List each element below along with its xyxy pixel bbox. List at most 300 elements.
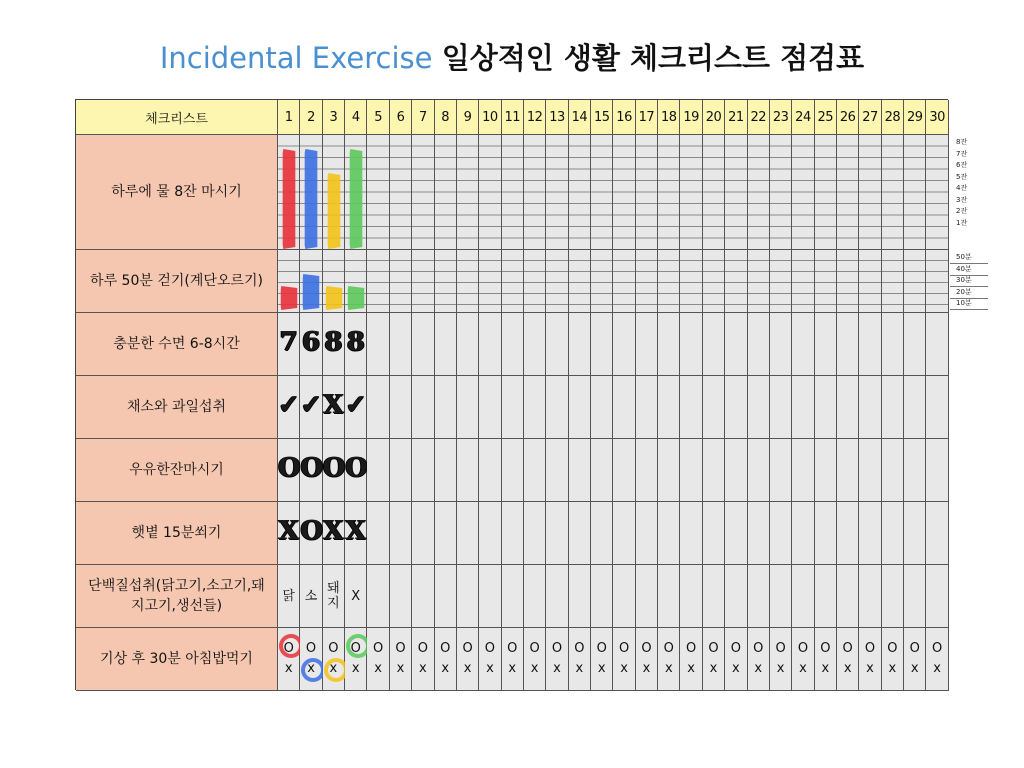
row-label: 하루 50분 걷기(계단오르기): [76, 250, 278, 313]
protein-entry: 닭: [282, 588, 295, 604]
day-cell[interactable]: [926, 376, 948, 439]
walk-scale-label: 40분: [956, 264, 972, 273]
day-cell[interactable]: [748, 565, 770, 628]
day-cell[interactable]: [703, 628, 725, 691]
day-cell[interactable]: [300, 502, 322, 565]
day-cell[interactable]: [837, 628, 859, 691]
day-cell[interactable]: [502, 502, 524, 565]
day-cell[interactable]: [815, 313, 837, 376]
day-cell[interactable]: [300, 250, 322, 313]
day-cell[interactable]: [390, 439, 412, 502]
day-cell[interactable]: [345, 565, 367, 628]
day-cell[interactable]: [367, 313, 389, 376]
day-cell[interactable]: [636, 439, 658, 502]
day-header: 12: [524, 100, 546, 135]
day-cell[interactable]: [882, 313, 904, 376]
day-cell[interactable]: [904, 439, 926, 502]
day-cell[interactable]: [479, 135, 501, 250]
day-cell[interactable]: [546, 313, 568, 376]
day-cell[interactable]: [837, 135, 859, 250]
row-label: 하루에 물 8잔 마시기: [76, 135, 278, 250]
day-cell[interactable]: [613, 502, 635, 565]
row-label: 채소와 과일섭취: [76, 376, 278, 439]
header-label: 체크리스트: [76, 100, 278, 135]
day-cell[interactable]: [457, 135, 479, 250]
day-cell[interactable]: [613, 565, 635, 628]
x-mark: x: [664, 661, 673, 676]
day-cell[interactable]: [502, 376, 524, 439]
day-cell[interactable]: [502, 313, 524, 376]
day-cell[interactable]: [412, 565, 434, 628]
day-cell[interactable]: [569, 135, 591, 250]
day-cell[interactable]: [367, 135, 389, 250]
day-cell[interactable]: [815, 250, 837, 313]
day-cell[interactable]: [457, 250, 479, 313]
day-cell[interactable]: [926, 313, 948, 376]
day-cell[interactable]: [323, 502, 345, 565]
day-cell[interactable]: [926, 135, 948, 250]
day-cell[interactable]: [367, 628, 389, 691]
day-cell[interactable]: [725, 250, 747, 313]
day-cell[interactable]: [591, 439, 613, 502]
day-cell[interactable]: [792, 376, 814, 439]
day-header: 20: [703, 100, 725, 135]
day-cell[interactable]: [703, 250, 725, 313]
day-cell[interactable]: [636, 135, 658, 250]
day-cell[interactable]: [412, 376, 434, 439]
day-cell[interactable]: [680, 313, 702, 376]
day-cell[interactable]: [748, 250, 770, 313]
day-cell[interactable]: [435, 439, 457, 502]
day-cell[interactable]: [680, 439, 702, 502]
day-cell[interactable]: [748, 502, 770, 565]
day-cell[interactable]: [412, 628, 434, 691]
day-cell[interactable]: [882, 502, 904, 565]
day-cell[interactable]: [479, 250, 501, 313]
day-cell[interactable]: [278, 376, 300, 439]
day-cell[interactable]: [792, 135, 814, 250]
day-cell[interactable]: [636, 313, 658, 376]
day-header: 10: [479, 100, 501, 135]
handwritten-mark: O: [322, 453, 346, 483]
day-cell[interactable]: [770, 628, 792, 691]
day-cell[interactable]: [680, 565, 702, 628]
day-header: 30: [926, 100, 948, 135]
day-cell[interactable]: [546, 502, 568, 565]
day-cell[interactable]: [748, 135, 770, 250]
day-cell[interactable]: [546, 628, 568, 691]
day-cell[interactable]: [524, 565, 546, 628]
day-cell[interactable]: [524, 376, 546, 439]
day-cell[interactable]: [770, 376, 792, 439]
day-cell[interactable]: [658, 439, 680, 502]
day-cell[interactable]: [479, 376, 501, 439]
day-cell[interactable]: [323, 439, 345, 502]
day-cell[interactable]: [569, 313, 591, 376]
day-cell[interactable]: [524, 439, 546, 502]
day-cell[interactable]: [926, 628, 948, 691]
day-cell[interactable]: [591, 502, 613, 565]
day-cell[interactable]: [859, 502, 881, 565]
day-cell[interactable]: [591, 313, 613, 376]
day-cell[interactable]: [435, 313, 457, 376]
day-cell[interactable]: [390, 250, 412, 313]
day-cell[interactable]: [278, 135, 300, 250]
day-header: 9: [457, 100, 479, 135]
handwritten-mark: ✓: [345, 390, 367, 420]
day-cell[interactable]: [882, 439, 904, 502]
day-header: 27: [859, 100, 881, 135]
day-cell[interactable]: [859, 565, 881, 628]
day-cell[interactable]: [457, 565, 479, 628]
day-cell[interactable]: [703, 313, 725, 376]
day-cell[interactable]: [815, 628, 837, 691]
x-mark: x: [642, 661, 651, 676]
day-cell[interactable]: [837, 439, 859, 502]
day-cell[interactable]: [770, 565, 792, 628]
day-cell[interactable]: [278, 313, 300, 376]
day-cell[interactable]: [569, 628, 591, 691]
day-cell[interactable]: [859, 313, 881, 376]
day-cell[interactable]: [904, 565, 926, 628]
water-scale-label: 8잔: [956, 138, 968, 146]
x-mark: x: [799, 661, 807, 676]
o-mark: O: [931, 641, 943, 656]
day-cell[interactable]: [904, 135, 926, 250]
day-cell[interactable]: [345, 502, 367, 565]
day-cell[interactable]: [367, 565, 389, 628]
walk-scale-label: 30분: [956, 276, 972, 284]
day-cell[interactable]: [367, 502, 389, 565]
day-cell[interactable]: [345, 439, 367, 502]
x-mark: x: [508, 661, 517, 676]
day-cell[interactable]: [882, 628, 904, 691]
day-cell[interactable]: [748, 376, 770, 439]
day-cell[interactable]: [435, 628, 457, 691]
day-cell[interactable]: [926, 565, 948, 628]
day-cell[interactable]: [613, 439, 635, 502]
day-cell[interactable]: [815, 439, 837, 502]
day-cell[interactable]: [703, 502, 725, 565]
day-cell[interactable]: [613, 135, 635, 250]
x-mark: x: [732, 661, 740, 676]
o-mark: O: [551, 641, 563, 656]
day-cell[interactable]: [591, 565, 613, 628]
day-header: 7: [412, 100, 434, 135]
day-cell[interactable]: [703, 565, 725, 628]
day-cell[interactable]: [725, 502, 747, 565]
day-cell[interactable]: [390, 565, 412, 628]
day-cell[interactable]: [748, 313, 770, 376]
day-cell[interactable]: [904, 376, 926, 439]
day-cell[interactable]: [837, 250, 859, 313]
day-cell[interactable]: [680, 250, 702, 313]
day-cell[interactable]: [904, 313, 926, 376]
row-label: 햇볕 15분쐬기: [76, 502, 278, 565]
day-cell[interactable]: [390, 628, 412, 691]
day-cell[interactable]: [323, 565, 345, 628]
day-cell[interactable]: [569, 376, 591, 439]
day-cell[interactable]: [345, 135, 367, 250]
day-cell[interactable]: [859, 439, 881, 502]
day-cell[interactable]: [792, 502, 814, 565]
day-cell[interactable]: [725, 135, 747, 250]
day-cell[interactable]: [435, 502, 457, 565]
day-cell[interactable]: [658, 376, 680, 439]
day-header: 19: [680, 100, 702, 135]
day-cell[interactable]: [882, 565, 904, 628]
day-cell[interactable]: [882, 376, 904, 439]
walk-scale-label: 50분: [956, 253, 972, 261]
day-cell[interactable]: [479, 313, 501, 376]
day-header: 3: [323, 100, 345, 135]
day-cell[interactable]: [479, 565, 501, 628]
day-cell[interactable]: [792, 313, 814, 376]
day-cell[interactable]: [882, 135, 904, 250]
day-cell[interactable]: [882, 250, 904, 313]
day-cell[interactable]: [725, 628, 747, 691]
day-cell[interactable]: [323, 135, 345, 250]
day-cell[interactable]: [837, 565, 859, 628]
day-cell[interactable]: [300, 628, 322, 691]
o-mark: O: [753, 641, 764, 656]
day-cell[interactable]: [412, 313, 434, 376]
day-cell[interactable]: [926, 502, 948, 565]
day-cell[interactable]: [569, 502, 591, 565]
day-cell[interactable]: [300, 439, 322, 502]
x-mark: x: [374, 661, 382, 676]
day-cell[interactable]: [770, 439, 792, 502]
day-header: 24: [792, 100, 814, 135]
day-cell[interactable]: [613, 376, 635, 439]
title-korean: 일상적인 생활 체크리스트 점검표: [441, 41, 865, 75]
day-cell[interactable]: [367, 439, 389, 502]
day-cell[interactable]: [658, 565, 680, 628]
day-cell[interactable]: [770, 135, 792, 250]
day-cell[interactable]: [367, 250, 389, 313]
o-mark: O: [797, 641, 809, 656]
day-header: 2: [300, 100, 322, 135]
handwritten-mark: 8: [324, 327, 343, 357]
day-cell[interactable]: [636, 628, 658, 691]
day-cell[interactable]: [859, 135, 881, 250]
day-cell[interactable]: [815, 376, 837, 439]
day-cell[interactable]: [390, 313, 412, 376]
day-cell[interactable]: [479, 439, 501, 502]
x-mark: x: [776, 661, 785, 676]
day-cell[interactable]: [591, 628, 613, 691]
day-cell[interactable]: [300, 565, 322, 628]
day-cell[interactable]: [680, 135, 702, 250]
day-cell[interactable]: [792, 250, 814, 313]
day-cell[interactable]: [569, 565, 591, 628]
day-cell[interactable]: [390, 135, 412, 250]
day-cell[interactable]: [770, 502, 792, 565]
day-cell[interactable]: [658, 135, 680, 250]
day-cell[interactable]: [323, 628, 345, 691]
day-cell[interactable]: [345, 376, 367, 439]
day-cell[interactable]: [390, 502, 412, 565]
day-cell[interactable]: [859, 376, 881, 439]
day-cell[interactable]: [770, 313, 792, 376]
day-cell[interactable]: [703, 135, 725, 250]
day-cell[interactable]: [457, 439, 479, 502]
x-mark: x: [463, 661, 472, 676]
x-mark: x: [530, 661, 539, 676]
day-cell[interactable]: [815, 502, 837, 565]
day-cell[interactable]: [323, 313, 345, 376]
day-cell[interactable]: [367, 376, 389, 439]
day-cell[interactable]: [904, 250, 926, 313]
day-cell[interactable]: [435, 376, 457, 439]
day-header: 11: [502, 100, 524, 135]
day-cell[interactable]: [591, 135, 613, 250]
day-cell[interactable]: [457, 376, 479, 439]
day-cell[interactable]: [546, 565, 568, 628]
day-cell[interactable]: [613, 313, 635, 376]
checklist-table: [75, 99, 948, 690]
day-cell[interactable]: [479, 628, 501, 691]
day-cell[interactable]: [300, 313, 322, 376]
day-cell[interactable]: [569, 250, 591, 313]
day-cell[interactable]: [613, 628, 635, 691]
handwritten-mark: O: [300, 516, 324, 546]
day-cell[interactable]: [748, 439, 770, 502]
day-cell[interactable]: [725, 376, 747, 439]
day-cell[interactable]: [300, 376, 322, 439]
day-cell[interactable]: [435, 565, 457, 628]
o-mark: O: [775, 641, 786, 656]
day-cell[interactable]: [792, 439, 814, 502]
day-cell[interactable]: [345, 628, 367, 691]
day-cell[interactable]: [546, 376, 568, 439]
day-cell[interactable]: [815, 565, 837, 628]
day-header: 17: [636, 100, 658, 135]
day-cell[interactable]: [770, 250, 792, 313]
day-cell[interactable]: [300, 135, 322, 250]
day-cell[interactable]: [725, 439, 747, 502]
day-cell[interactable]: [636, 376, 658, 439]
day-cell[interactable]: [278, 439, 300, 502]
day-cell[interactable]: [904, 628, 926, 691]
day-cell[interactable]: [725, 565, 747, 628]
day-cell[interactable]: [658, 250, 680, 313]
day-cell[interactable]: [390, 376, 412, 439]
day-cell[interactable]: [815, 135, 837, 250]
day-cell[interactable]: [412, 439, 434, 502]
day-cell[interactable]: [278, 502, 300, 565]
day-cell[interactable]: [636, 565, 658, 628]
day-cell[interactable]: [524, 628, 546, 691]
day-header: 29: [904, 100, 926, 135]
day-header: 21: [725, 100, 747, 135]
day-cell[interactable]: [658, 628, 680, 691]
day-cell[interactable]: [569, 439, 591, 502]
day-cell[interactable]: [792, 565, 814, 628]
day-cell[interactable]: [524, 502, 546, 565]
day-cell[interactable]: [412, 250, 434, 313]
day-cell[interactable]: [502, 250, 524, 313]
day-cell[interactable]: [748, 628, 770, 691]
day-cell[interactable]: [502, 565, 524, 628]
water-scribble: [344, 135, 368, 250]
day-cell[interactable]: [680, 628, 702, 691]
day-cell[interactable]: [591, 376, 613, 439]
day-cell[interactable]: [412, 135, 434, 250]
day-cell[interactable]: [725, 313, 747, 376]
o-mark: O: [842, 641, 853, 656]
day-cell[interactable]: [703, 376, 725, 439]
day-cell[interactable]: [524, 135, 546, 250]
day-cell[interactable]: [546, 439, 568, 502]
day-cell[interactable]: [457, 502, 479, 565]
day-cell[interactable]: [323, 250, 345, 313]
day-cell[interactable]: [412, 502, 434, 565]
day-cell[interactable]: [591, 250, 613, 313]
day-cell[interactable]: [680, 502, 702, 565]
handwritten-mark: 8: [346, 327, 365, 357]
x-mark: x: [396, 661, 405, 676]
day-cell[interactable]: [926, 250, 948, 313]
day-cell[interactable]: [904, 502, 926, 565]
o-mark: O: [328, 641, 339, 656]
day-cell[interactable]: [636, 502, 658, 565]
day-cell[interactable]: [345, 250, 367, 313]
day-cell[interactable]: [546, 135, 568, 250]
day-cell[interactable]: [546, 250, 568, 313]
day-cell[interactable]: [278, 565, 300, 628]
day-cell[interactable]: [479, 502, 501, 565]
walk-scribble: [277, 250, 301, 313]
day-cell[interactable]: [502, 439, 524, 502]
day-cell[interactable]: [926, 439, 948, 502]
day-cell[interactable]: [658, 313, 680, 376]
day-header: 4: [345, 100, 367, 135]
day-cell[interactable]: [613, 250, 635, 313]
day-cell[interactable]: [345, 313, 367, 376]
row-label: 충분한 수면 6-8시간: [76, 313, 278, 376]
day-cell[interactable]: [435, 250, 457, 313]
day-cell[interactable]: [859, 250, 881, 313]
day-cell[interactable]: [837, 502, 859, 565]
o-mark: O: [440, 641, 451, 656]
day-cell[interactable]: [636, 250, 658, 313]
day-cell[interactable]: [837, 313, 859, 376]
day-cell[interactable]: [502, 628, 524, 691]
x-mark: x: [553, 661, 561, 676]
day-cell[interactable]: [524, 313, 546, 376]
walk-scale-rule: [950, 309, 988, 310]
day-cell[interactable]: [703, 439, 725, 502]
day-cell[interactable]: [323, 376, 345, 439]
day-cell[interactable]: [680, 376, 702, 439]
day-cell[interactable]: [837, 376, 859, 439]
day-cell[interactable]: [435, 135, 457, 250]
day-cell[interactable]: [457, 628, 479, 691]
x-mark: x: [441, 661, 450, 676]
o-mark: O: [730, 641, 741, 656]
day-cell[interactable]: [502, 135, 524, 250]
day-cell[interactable]: [457, 313, 479, 376]
x-mark: x: [821, 661, 830, 676]
day-cell[interactable]: [658, 502, 680, 565]
day-cell[interactable]: [792, 628, 814, 691]
day-cell[interactable]: [278, 250, 300, 313]
day-cell[interactable]: [278, 628, 300, 691]
day-cell[interactable]: [524, 250, 546, 313]
day-cell[interactable]: [859, 628, 881, 691]
o-mark: O: [596, 641, 607, 656]
